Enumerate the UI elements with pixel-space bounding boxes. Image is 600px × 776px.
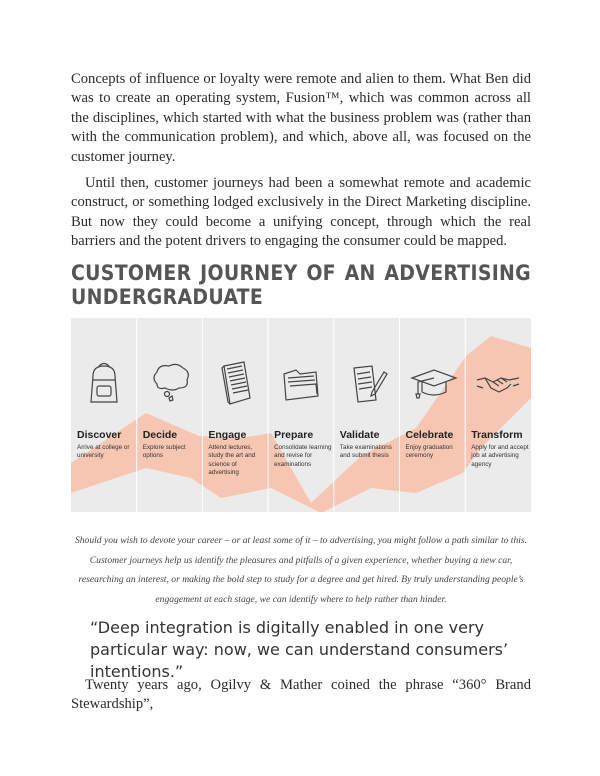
heading-word: JOURNEY <box>200 261 298 285</box>
heading-line-1 <box>71 261 531 285</box>
heading-line-2: UNDERGRADUATE <box>71 285 264 309</box>
book-icon <box>210 358 260 408</box>
body-paragraph-2: Until then, customer journeys had been a somewhat remote and academic construct, or something lodged exclusively in the Direct Marketing discipline. But now they could become a unifying concept, through which the real barriers and the potent drivers to engaging the consumer could be mapped. <box>71 175 531 250</box>
document-pencil-icon <box>342 358 392 408</box>
stage-description: Take examinations and submit thesis <box>339 444 392 460</box>
diagram-caption: Should you wish to devote your career – or at least some of it – to advertising, you might follow a path similar to this. Customer journeys help us identify the pleasures and pitfalls of a given experience, whether buying a new car, researching an interest, or making the bold step to study for a degree and get hired. By truly understanding people’s engagement at each stage, we can identify where to help rather than hinder. <box>74 535 528 605</box>
heading-word: ADVERTISING <box>384 261 531 285</box>
stage-engage <box>202 318 268 512</box>
stage-description: Arrive at college or university <box>77 444 130 460</box>
stage-prepare <box>268 318 334 512</box>
graduation-cap-icon <box>408 358 458 408</box>
stage-discover <box>71 318 137 512</box>
section-heading <box>71 261 531 309</box>
body-paragraph-1: Concepts of influence or loyalty were remote and alien to them. What Ben did was to create an operating system, Fusion™, which was common across all the disciplines, which started with what the business problem was (rather than with the communication problem), and which, above all, was focused on the customer journey. <box>71 71 531 165</box>
heading-word: AN <box>344 261 376 285</box>
heading-word: CUSTOMER <box>71 261 192 285</box>
heading-word: OF <box>306 261 336 285</box>
stage-description: Explore subject options <box>142 444 186 460</box>
customer-journey-diagram <box>71 318 531 512</box>
stage-description: Enjoy graduation ceremony <box>405 444 453 460</box>
pull-quote: “Deep integration is digitally enabled in one very particular way: now, we can understand consumers’ intentions.” <box>90 618 509 681</box>
stage-description: Apply for and accept job at advertising agency <box>471 444 529 468</box>
stage-title: Discover <box>77 429 122 441</box>
stage-title: Celebrate <box>405 429 454 441</box>
backpack-icon <box>79 358 129 408</box>
stage-title: Validate <box>339 429 380 441</box>
stage-validate <box>334 318 400 512</box>
handshake-icon <box>473 358 523 408</box>
body-paragraph-3: Twenty years ago, Ogilvy & Mather coined the phrase “360° Brand Stewardship”, <box>71 677 531 713</box>
folder-icon <box>276 358 326 408</box>
stage-description: Attend lectures, study the art and science of advertising <box>208 444 256 477</box>
stage-description: Consolidate learning and revise for examinations <box>274 444 332 468</box>
thought-bubble-icon <box>145 358 195 408</box>
stage-title: Transform <box>471 429 523 441</box>
stage-title: Prepare <box>274 429 314 441</box>
stage-decide <box>137 318 203 512</box>
stage-celebrate <box>400 318 466 512</box>
stage-transform <box>465 318 531 512</box>
stage-title: Decide <box>142 429 178 441</box>
stage-title: Engage <box>208 429 247 441</box>
